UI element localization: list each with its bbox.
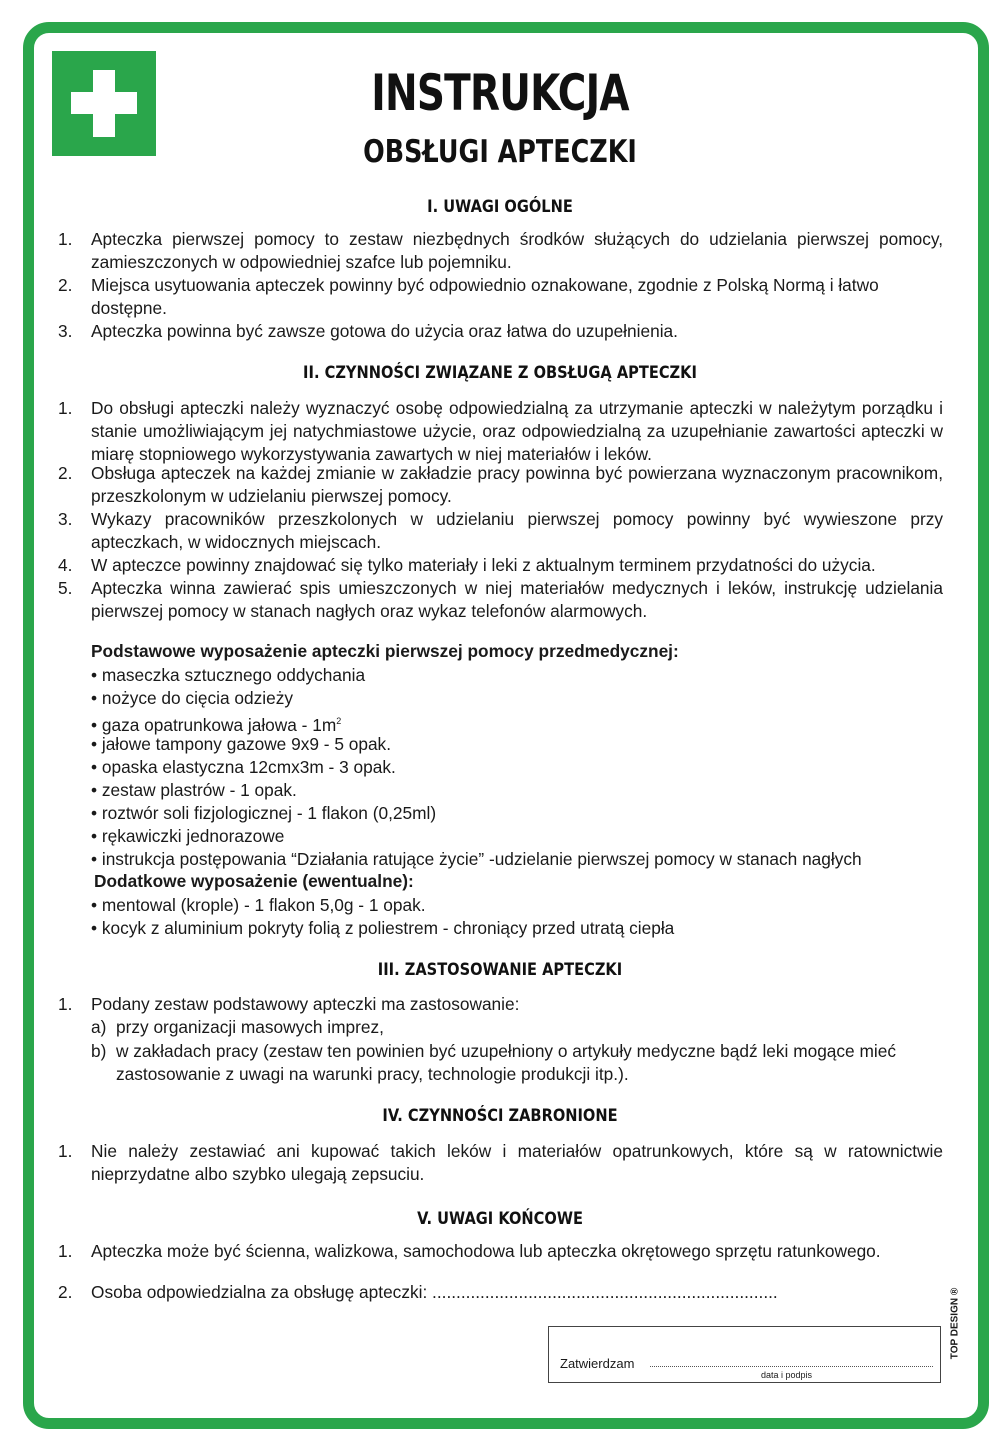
signature-line [650,1366,933,1367]
list-item: 3. Wykazy pracowników przeszkolonych w udzielaniu pierwszej pomocy powinny być wywieszone przy apteczkach, w widocznych miejscach. [58,509,943,552]
list-item: • jałowe tampony gazowe 9x9 - 5 opak. [91,734,392,754]
list-item: 1. Apteczka może być ścienna, walizkowa, samochodowa lub apteczka okrętowego sprzętu ratunkowego. [58,1241,881,1261]
list-item: • opaska elastyczna 12cmx3m - 3 opak. [91,757,396,777]
list-item: • gaza opatrunkowa jałowa - $1m^2$ [91,714,342,735]
list-item: • maseczka sztucznego oddychania [91,665,366,685]
list-item: • nożyce do cięcia odzieży [91,688,294,708]
sub-item-b: b) w zakładach pracy (zestaw ten powinien być uzupełniony o artykuły medyczne bądź leki mogące mieć zastosowanie z uwagi na warunki pracy, technologie produkcji itp.). [91,1041,896,1084]
list-item: 2. Osoba odpowiedzialna za obsługę apteczki: ........................................................................ [58,1282,778,1302]
section-4-heading: IV. CZYNNOŚCI ZABRONIONE [382,1106,618,1126]
list-item: 2. Obsługa apteczek na każdej zmianie w zakładzie pracy powinna być powierzana wyznaczonym pracownikom, przeszkolonym w udzielaniu pierwszej pomocy. [58,463,943,506]
list-item: 5. Apteczka winna zawierać spis umieszczonych w niej materiałów medycznych i leków, instrukcję udzielania pierwszej pomocy w stanach nagłych oraz wykaz telefonów alarmowych. [58,578,943,621]
list-item: 2. Miejsca usytuowania apteczek powinny być odpowiednio oznakowane, zgodnie z Polską Normą i łatwo dostępne. [58,275,879,318]
list-item: 3. Apteczka powinna być zawsze gotowa do użycia oraz łatwa do uzupełnienia. [58,321,678,341]
list-item: 1. Do obsługi apteczki należy wyznaczyć osobę odpowiedzialną za utrzymanie apteczki w należytym porządku i stanie umożliwiającym jej natychmiastowe użycie, oraz odpowiedzialną za uzupełnianie zawartości apteczki w miarę stopniowego wykorzystywania zawartych w niej materiałów i leków. [58,398,943,464]
list-item: • zestaw plastrów - 1 opak. [91,780,297,800]
extra-equipment-heading: Dodatkowe wyposażenie (ewentualne): [94,871,414,891]
list-item: • roztwór soli fizjologicznej - 1 flakon (0,25ml) [91,803,437,823]
approval-label: Zatwierdzam [560,1356,635,1371]
sub-item-a: a) przy organizacji masowych imprez, [91,1017,384,1037]
section-3-heading: III. ZASTOSOWANIE APTECZKI [377,960,623,980]
approval-box [548,1326,941,1383]
list-item: 1. Nie należy zestawiać ani kupować takich leków i materiałów opatrunkowych, które są w ratownictwie nieprzydatne albo szybko ulegają zepsuciu. [58,1141,943,1184]
title-sub: OBSŁUGI APTECZKI [363,134,637,170]
list-item: • mentowal (krople) - 1 flakon 5,0g - 1 opak. [91,895,426,915]
section-5-heading: V. UWAGI KOŃCOWE [417,1209,583,1229]
basic-equipment-heading: Podstawowe wyposażenie apteczki pierwszej pomocy przedmedycznej: [91,641,679,661]
section-1-heading: I. UWAGI OGÓLNE [427,197,573,217]
list-item: 4. W apteczce powinny znajdować się tylko materiały i leki z aktualnym terminem przydatności do użycia. [58,555,876,575]
title-main: INSTRUKCJA [371,64,629,122]
list-item: • instrukcja postępowania “Działania ratujące życie” -udzielanie pierwszej pomocy w stanach nagłych [91,849,862,869]
brand-mark: TOP DESIGN ® [949,1287,961,1360]
approval-caption: data i podpis [761,1370,813,1380]
list-item: • kocyk z aluminium pokryty folią z poliestrem - chroniący przed utratą ciepła [91,918,675,938]
list-item: • rękawiczki jednorazowe [91,826,285,846]
list-item: 1. Apteczka pierwszej pomocy to zestaw niezbędnych środków służących do udzielania pierwszej pomocy, zamieszczonych w odpowiedniej szafce lub pojemniku. [58,229,943,272]
section-2-heading: II. CZYNNOŚCI ZWIĄZANE Z OBSŁUGĄ APTECZKI [303,363,697,383]
list-item: 1. Podany zestaw podstawowy apteczki ma zastosowanie: [58,994,520,1014]
